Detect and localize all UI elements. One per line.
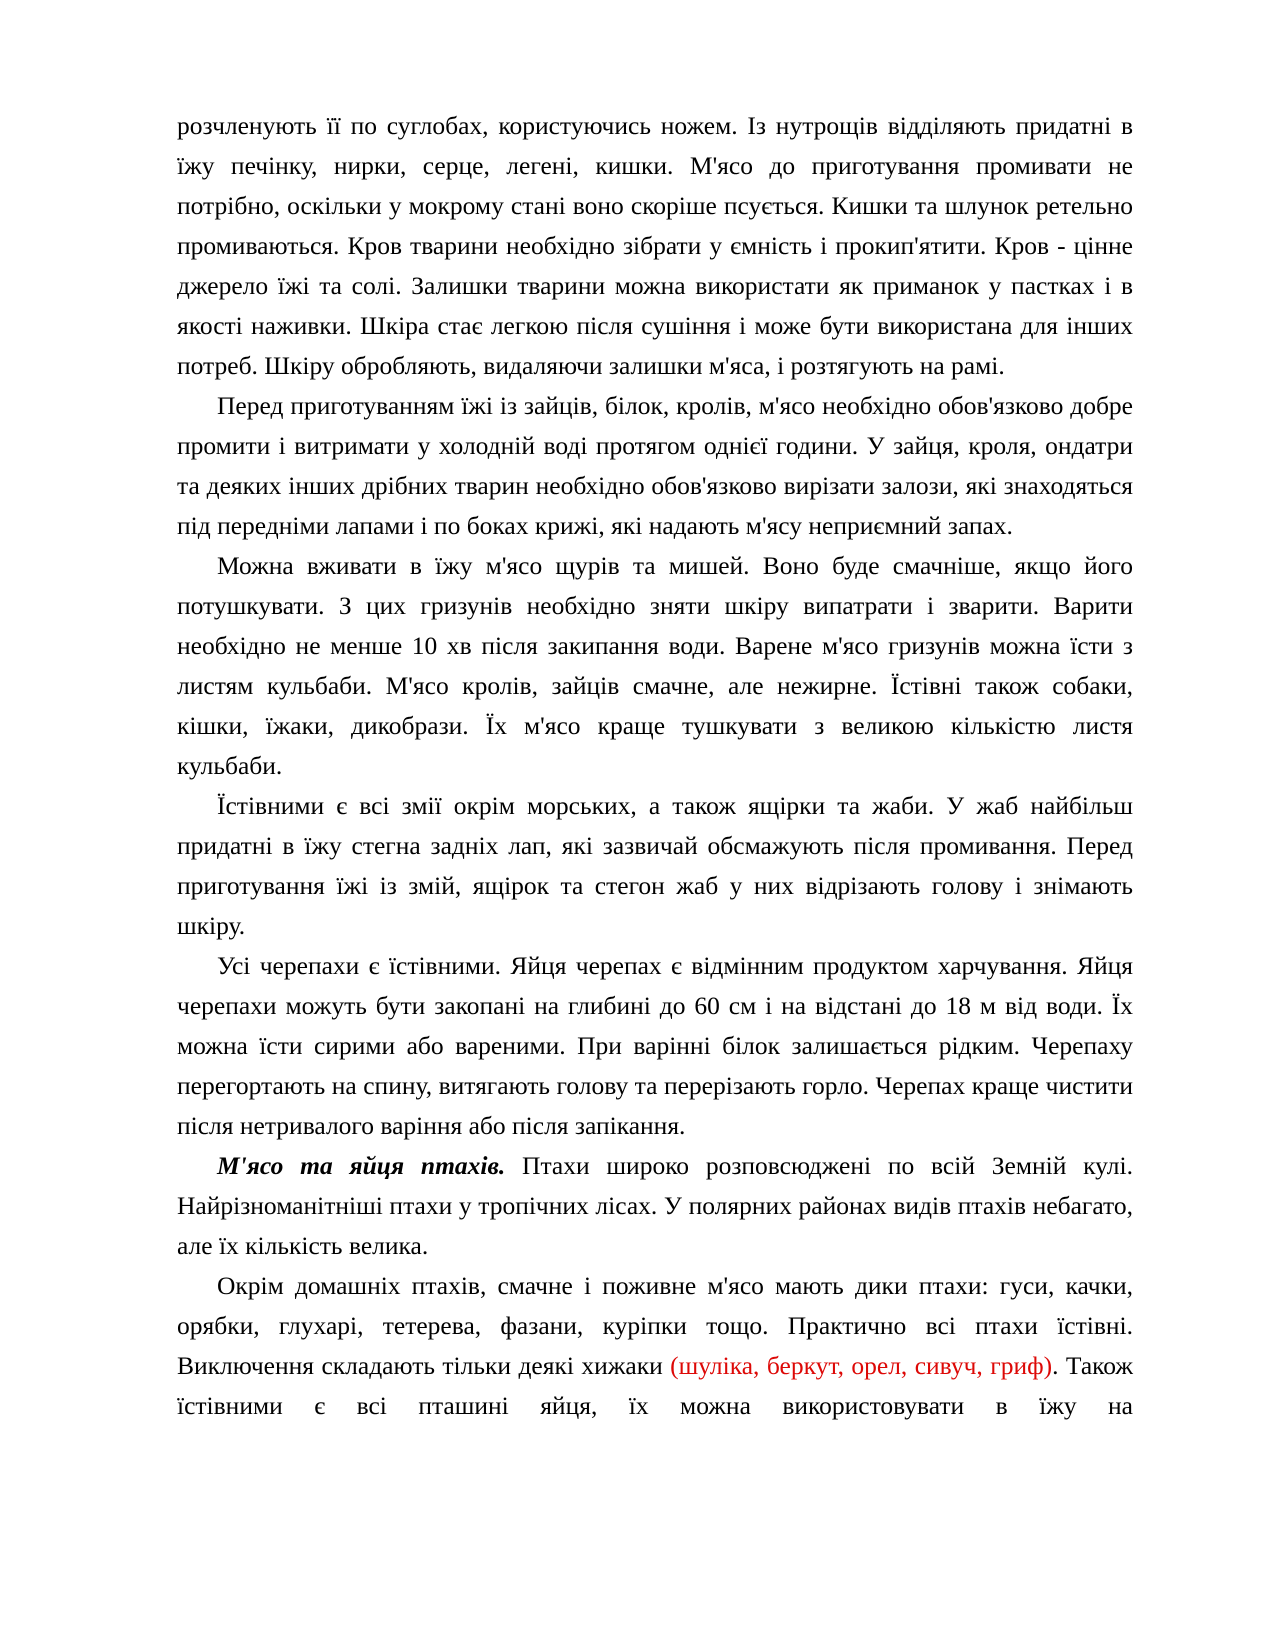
paragraph-4 <box>177 786 1133 946</box>
paragraph-1 <box>177 106 1133 386</box>
text-run: Окрім домашніх птахів, смачне і поживне м'ясо мають дики птахи: гуси, качки, орябки, глухарі, тетерева, фазани, куріпки тощо. Практично всі птахи їстівні. Виключення складають тільки деякі хижаки <box>177 1271 1133 1380</box>
highlighted-species-run: (шуліка, беркут, орел, сивуч, гриф) <box>670 1351 1053 1380</box>
document-text-body <box>177 106 1133 1466</box>
text-run: Їстівними є всі змії окрім морських, а також ящірки та жаби. У жаб найбільш придатні в їжу стегна задніх лап, які зазвичай обсмажують після промивання. Перед приготування їжі із змій, ящірок та стегон жаб у них відрізають голову і знімають шкіру. <box>177 791 1133 940</box>
paragraph-2 <box>177 386 1133 546</box>
text-run: Перед приготуванням їжі із зайців, білок, кролів, м'ясо необхідно обов'язково добре промити і витримати у холодній воді протягом однієї години. У зайця, кроля, ондатри та деяких інших дрібних тварин необхідно обов'язково вирізати залози, які знаходяться під передніми лапами і по боках крижі, які надають м'ясу неприємний запах. <box>177 391 1133 540</box>
section-heading-run: М'ясо та яйця птахів. <box>217 1151 506 1180</box>
paragraph-7 <box>177 1266 1133 1466</box>
paragraph-6 <box>177 1146 1133 1266</box>
text-run: Птахи широко розповсюджені по всій Земній кулі. Найрізноманітніші птахи у тропічних лісах. У полярних районах видів птахів небагато, але їх кількість велика. <box>177 1151 1133 1260</box>
text-run: Можна вживати в їжу м'ясо щурів та мишей. Воно буде смачніше, якщо його потушкувати. З цих гризунів необхідно зняти шкіру випатрати і зварити. Варити необхідно не менше 10 хв після закипання води. Варене м'ясо гризунів можна їсти з листям кульбаби. М'ясо кролів, зайців смачне, але нежирне. Їстівні також собаки, кішки, їжаки, дикобрази. Їх м'ясо краще тушкувати з великою кількістю листя кульбаби. <box>177 551 1133 780</box>
paragraph-3 <box>177 546 1133 786</box>
text-run: розчленують її по суглобах, користуючись ножем. Із нутрощів відділяють придатні в їжу печінку, нирки, серце, легені, кишки. М'ясо до приготування промивати не потрібно, оскільки у мокрому стані воно скоріше псується. Кишки та шлунок ретельно промиваються. Кров тварини необхідно зібрати у ємність і прокип'ятити. Кров - цінне джерело їжі та солі. Залишки тварини можна використати як приманок у пастках і в якості наживки. Шкіра стає легкою після сушіння і може бути використана для інших потреб. Шкіру обробляють, видаляючи залишки м'яса, і розтягують на рамі. <box>177 111 1133 380</box>
paragraph-5 <box>177 946 1133 1146</box>
text-run: . Також їстівними є всі пташині яйця, їх можна використовувати в їжу на <box>177 1351 1133 1420</box>
text-run: Усі черепахи є їстівними. Яйця черепах є відмінним продуктом харчування. Яйця черепахи можуть бути закопані на глибині до 60 см і на відстані до 18 м від води. Їх можна їсти сирими або вареними. При варінні білок залишається рідким. Черепаху перегортають на спину, витягають голову та перерізають горло. Черепах краще чистити після нетривалого варіння або після запікання. <box>177 951 1133 1140</box>
